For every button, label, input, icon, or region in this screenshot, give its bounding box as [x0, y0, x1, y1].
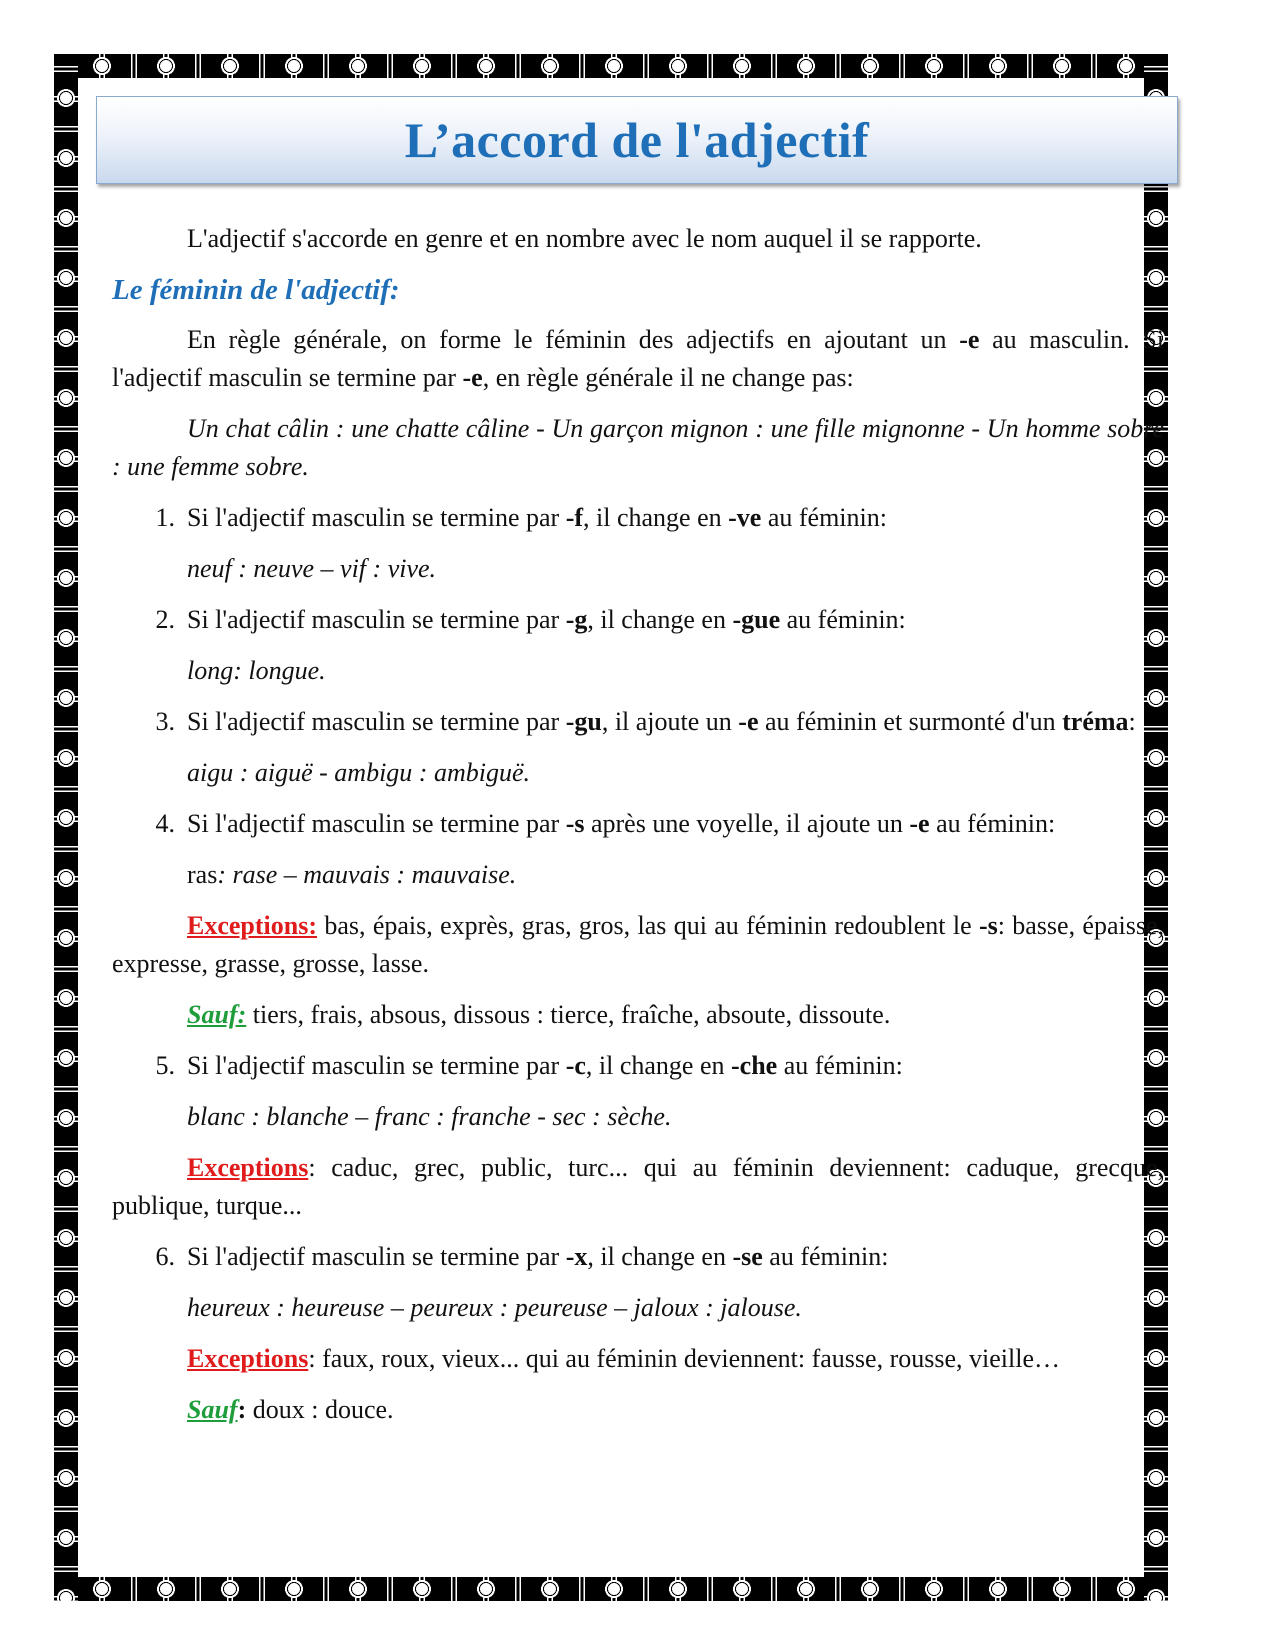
- ending: -se: [732, 1242, 763, 1271]
- sauf-paragraph: [112, 1391, 1164, 1429]
- example-line: aigu : aiguë - ambigu : ambiguë.: [187, 758, 531, 787]
- rule-text: , il ajoute un: [601, 707, 739, 736]
- rule-example: Un chat câlin : une chatte câline - Un garçon mignon : une fille mignonne - Un homme sobre : une femme sobre.: [112, 414, 1164, 481]
- rule-text: au féminin et surmonté d'un: [758, 707, 1063, 736]
- page-title: L’accord de l'adjectif: [404, 112, 870, 168]
- general-rule: [112, 321, 1164, 397]
- ending: -gue: [732, 605, 781, 634]
- rule-text: :: [1128, 707, 1136, 736]
- rule-text: , en règle générale il ne change pas:: [482, 363, 854, 392]
- example-text: ras: [187, 860, 218, 889]
- rule-ending: -e: [462, 363, 483, 392]
- exceptions-paragraph: [112, 907, 1164, 983]
- ending: -s: [978, 911, 998, 940]
- exceptions-paragraph: [112, 1340, 1164, 1378]
- list-number: 6.: [155, 1242, 175, 1271]
- list-item: [112, 805, 1164, 843]
- ending: -g: [565, 605, 588, 634]
- exceptions-label: Exceptions: [187, 1344, 309, 1373]
- document-body: [112, 220, 1164, 1442]
- list-number: 5.: [155, 1051, 175, 1080]
- sauf-label: Sauf:: [187, 1000, 247, 1029]
- exceptions-text: : faux, roux, vieux... qui au féminin deviennent: fausse, rousse, vieille…: [308, 1344, 1060, 1373]
- list-number: 2.: [155, 605, 175, 634]
- list-item: [112, 499, 1164, 537]
- list-text: [187, 805, 1164, 843]
- rule-text: au féminin:: [929, 809, 1056, 838]
- rule-text: Si l'adjectif masculin se termine par: [187, 503, 566, 532]
- ending: -e: [909, 809, 930, 838]
- exceptions-label: Exceptions: [187, 1153, 309, 1182]
- decorative-border-left: [54, 54, 78, 1601]
- sauf-label: Sauf: [187, 1395, 238, 1424]
- list-number: 4.: [155, 809, 175, 838]
- ending: -s: [565, 809, 585, 838]
- rule-text: au masculin. Si l'adjectif masculin se termine par: [112, 325, 1164, 392]
- rule-text: Si l'adjectif masculin se termine par: [187, 1051, 566, 1080]
- exceptions-label: Exceptions:: [187, 911, 317, 940]
- decorative-border-top: [54, 54, 1168, 78]
- rule-text: au féminin:: [777, 1051, 903, 1080]
- list-item: [112, 703, 1164, 741]
- rule-text: au féminin:: [761, 503, 887, 532]
- rule-text: , il change en: [587, 1242, 733, 1271]
- intro-paragraph: L'adjectif s'accorde en genre et en nombre avec le nom auquel il se rapporte.: [187, 224, 982, 253]
- sauf-colon: :: [237, 1395, 247, 1424]
- list-number: 1.: [155, 503, 175, 532]
- ending: -x: [565, 1242, 588, 1271]
- title-box: [96, 96, 1178, 184]
- list-number: 3.: [155, 707, 175, 736]
- sauf-paragraph: [112, 996, 1164, 1034]
- exceptions-text: bas, épais, exprès, gras, gros, las qui au féminin redoublent le: [317, 911, 979, 940]
- ending: -che: [731, 1051, 778, 1080]
- list-item: [112, 1047, 1164, 1085]
- list-text: [187, 499, 1164, 537]
- ending: -f: [565, 503, 584, 532]
- rule-text: après une voyelle, il ajoute un: [584, 809, 910, 838]
- list-text: [187, 703, 1164, 741]
- rule-text: Si l'adjectif masculin se termine par: [187, 605, 566, 634]
- exceptions-paragraph: [112, 1149, 1164, 1225]
- rule-text: , il change en: [583, 503, 729, 532]
- decorative-border-bottom: [54, 1577, 1168, 1601]
- example-line: neuf : neuve – vif : vive.: [187, 554, 437, 583]
- ending: tréma: [1062, 707, 1129, 736]
- exceptions-text: : caduc, grec, public, turc... qui au féminin deviennent: caduque, grecque, publique, turque...: [112, 1153, 1164, 1220]
- rule-ending: -e: [959, 325, 980, 354]
- rule-text: , il change en: [587, 605, 733, 634]
- list-text: [187, 1047, 1164, 1085]
- example-line: heureux : heureuse – peureux : peureuse – jaloux : jalouse.: [187, 1293, 802, 1322]
- sauf-text: doux : douce.: [246, 1395, 394, 1424]
- list-text: [187, 601, 1164, 639]
- rule-text: Si l'adjectif masculin se termine par: [187, 1242, 566, 1271]
- ending: -gu: [565, 707, 602, 736]
- section-heading: Le féminin de l'adjectif:: [112, 274, 400, 306]
- example-line: blanc : blanche – franc : franche - sec : sèche.: [187, 1102, 672, 1131]
- example-line: [112, 856, 1164, 894]
- rule-text: , il change en: [585, 1051, 731, 1080]
- rule-text: au féminin:: [780, 605, 906, 634]
- sauf-text: tiers, frais, absous, dissous : tierce, fraîche, absoute, dissoute.: [246, 1000, 891, 1029]
- rule-text: Si l'adjectif masculin se termine par: [187, 809, 566, 838]
- rule-text: Si l'adjectif masculin se termine par: [187, 707, 566, 736]
- exceptions-text: : basse, épaisse, expresse, grasse, grosse, lasse.: [112, 911, 1164, 978]
- list-text: [187, 1238, 1164, 1276]
- rule-text: au féminin:: [762, 1242, 889, 1271]
- example-text: : rase – mauvais : mauvaise.: [217, 860, 517, 889]
- ending: -ve: [728, 503, 762, 532]
- rule-text: En règle générale, on forme le féminin des adjectifs en ajoutant un: [187, 325, 960, 354]
- example-line: long: longue.: [187, 656, 326, 685]
- ending: -e: [738, 707, 759, 736]
- list-item: [112, 1238, 1164, 1276]
- list-item: [112, 601, 1164, 639]
- ending: -c: [565, 1051, 586, 1080]
